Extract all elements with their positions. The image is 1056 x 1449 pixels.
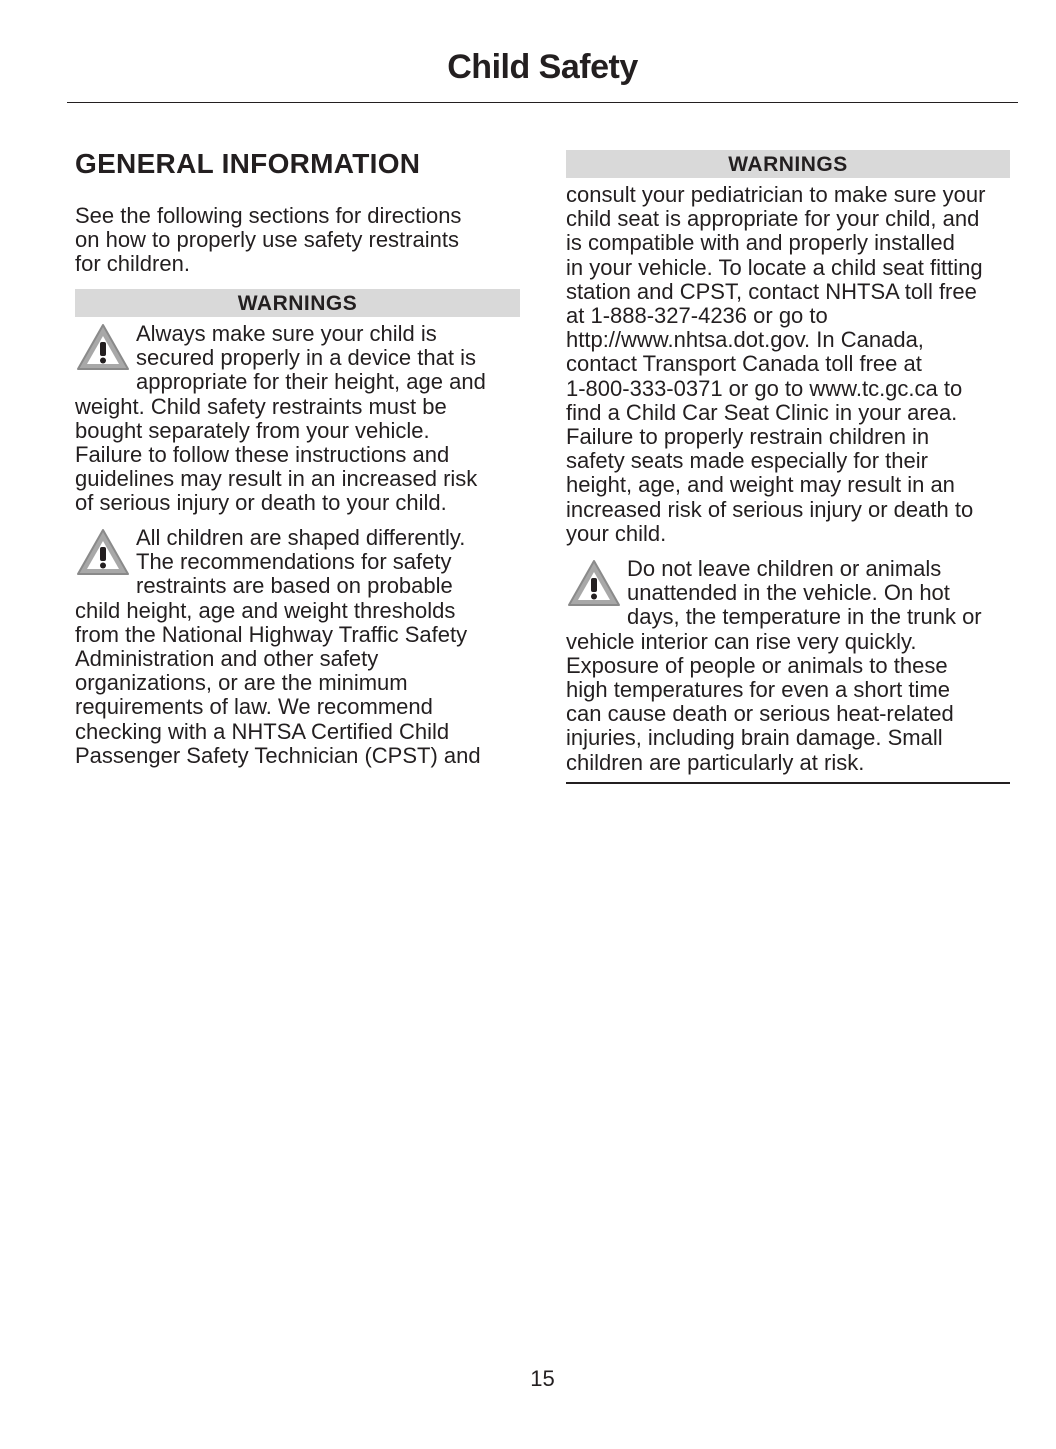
section-heading: GENERAL INFORMATION <box>75 148 421 179</box>
text-line: Always make sure your child is <box>136 321 437 346</box>
text-line: Do not leave children or animals <box>627 556 942 581</box>
warnings-banner: WARNINGS <box>75 289 520 317</box>
text-line: on how to properly use safety restraints <box>75 227 459 253</box>
text-line: consult your pediatrician to make sure your <box>566 182 986 207</box>
text-line: height, age, and weight may result in an <box>566 472 955 498</box>
text-line: days, the temperature in the trunk or <box>627 604 982 630</box>
page-title: Child Safety <box>447 48 638 86</box>
text-line: your child. <box>566 520 667 546</box>
text-line: in your vehicle. To locate a child seat fitting <box>566 254 983 280</box>
text-line: increased risk of serious injury or death to <box>566 496 974 522</box>
warnings-banner-continued: WARNINGS <box>566 150 1010 178</box>
text-line: child height, age and weight thresholds <box>75 597 456 623</box>
text-line: checking with a NHTSA Certified Child <box>75 718 450 744</box>
warning-text-children-shaped-continued <box>566 183 985 546</box>
warning-text-proper-device <box>75 322 486 516</box>
text-line: secured properly in a device that is <box>136 345 476 371</box>
text-line: Passenger Safety Technician (CPST) and <box>75 742 481 768</box>
text-line: contact Transport Canada toll free at <box>566 351 922 377</box>
warning-text-unattended <box>566 557 982 775</box>
text-line: See the following sections for directions <box>75 203 462 228</box>
warnings-end-rule <box>566 782 1010 784</box>
text-line: high temperatures for even a short time <box>566 677 950 703</box>
text-line: children are particularly at risk. <box>566 749 865 775</box>
text-line: The recommendations for safety <box>136 549 452 575</box>
page-number: 15 <box>530 1366 555 1391</box>
intro-paragraph <box>75 204 461 277</box>
text-line: vehicle interior can rise very quickly. <box>566 628 917 654</box>
text-line: of serious injury or death to your child. <box>75 490 447 516</box>
text-line: bought separately from your vehicle. <box>75 417 430 443</box>
text-line: Exposure of people or animals to these <box>566 652 948 678</box>
text-line: at 1-888-327-4236 or go to <box>566 303 828 329</box>
text-line: appropriate for their height, age and <box>136 369 486 395</box>
text-line: 1-800-333-0371 or go to www.tc.gc.ca to <box>566 375 963 401</box>
header-rule <box>67 102 1018 103</box>
text-line: find a Child Car Seat Clinic in your area. <box>566 399 958 425</box>
text-line: safety seats made especially for their <box>566 448 928 474</box>
text-line: is compatible with and properly installed <box>566 230 955 256</box>
text-line: guidelines may result in an increased risk <box>75 466 478 492</box>
text-line: for children. <box>75 251 190 277</box>
text-line: Failure to follow these instructions and <box>75 442 450 468</box>
text-line: unattended in the vehicle. On hot <box>627 580 950 606</box>
text-line: restraints are based on probable <box>136 573 453 599</box>
text-line: child seat is appropriate for your child, and <box>566 206 980 232</box>
text-line: requirements of law. We recommend <box>75 694 433 720</box>
text-line: station and CPST, contact NHTSA toll free <box>566 278 977 304</box>
text-line: can cause death or serious heat-related <box>566 701 954 727</box>
text-line: injuries, including brain damage. Small <box>566 725 943 751</box>
text-line: http://www.nhtsa.dot.gov. In Canada, <box>566 327 924 353</box>
text-line: Failure to properly restrain children in <box>566 424 930 450</box>
warning-text-children-shaped <box>75 526 481 768</box>
text-line: weight. Child safety restraints must be <box>75 393 447 419</box>
text-line: organizations, or are the minimum <box>75 670 408 696</box>
text-line: Administration and other safety <box>75 646 379 672</box>
text-line: All children are shaped differently. <box>136 525 466 550</box>
text-line: from the National Highway Traffic Safety <box>75 621 468 647</box>
